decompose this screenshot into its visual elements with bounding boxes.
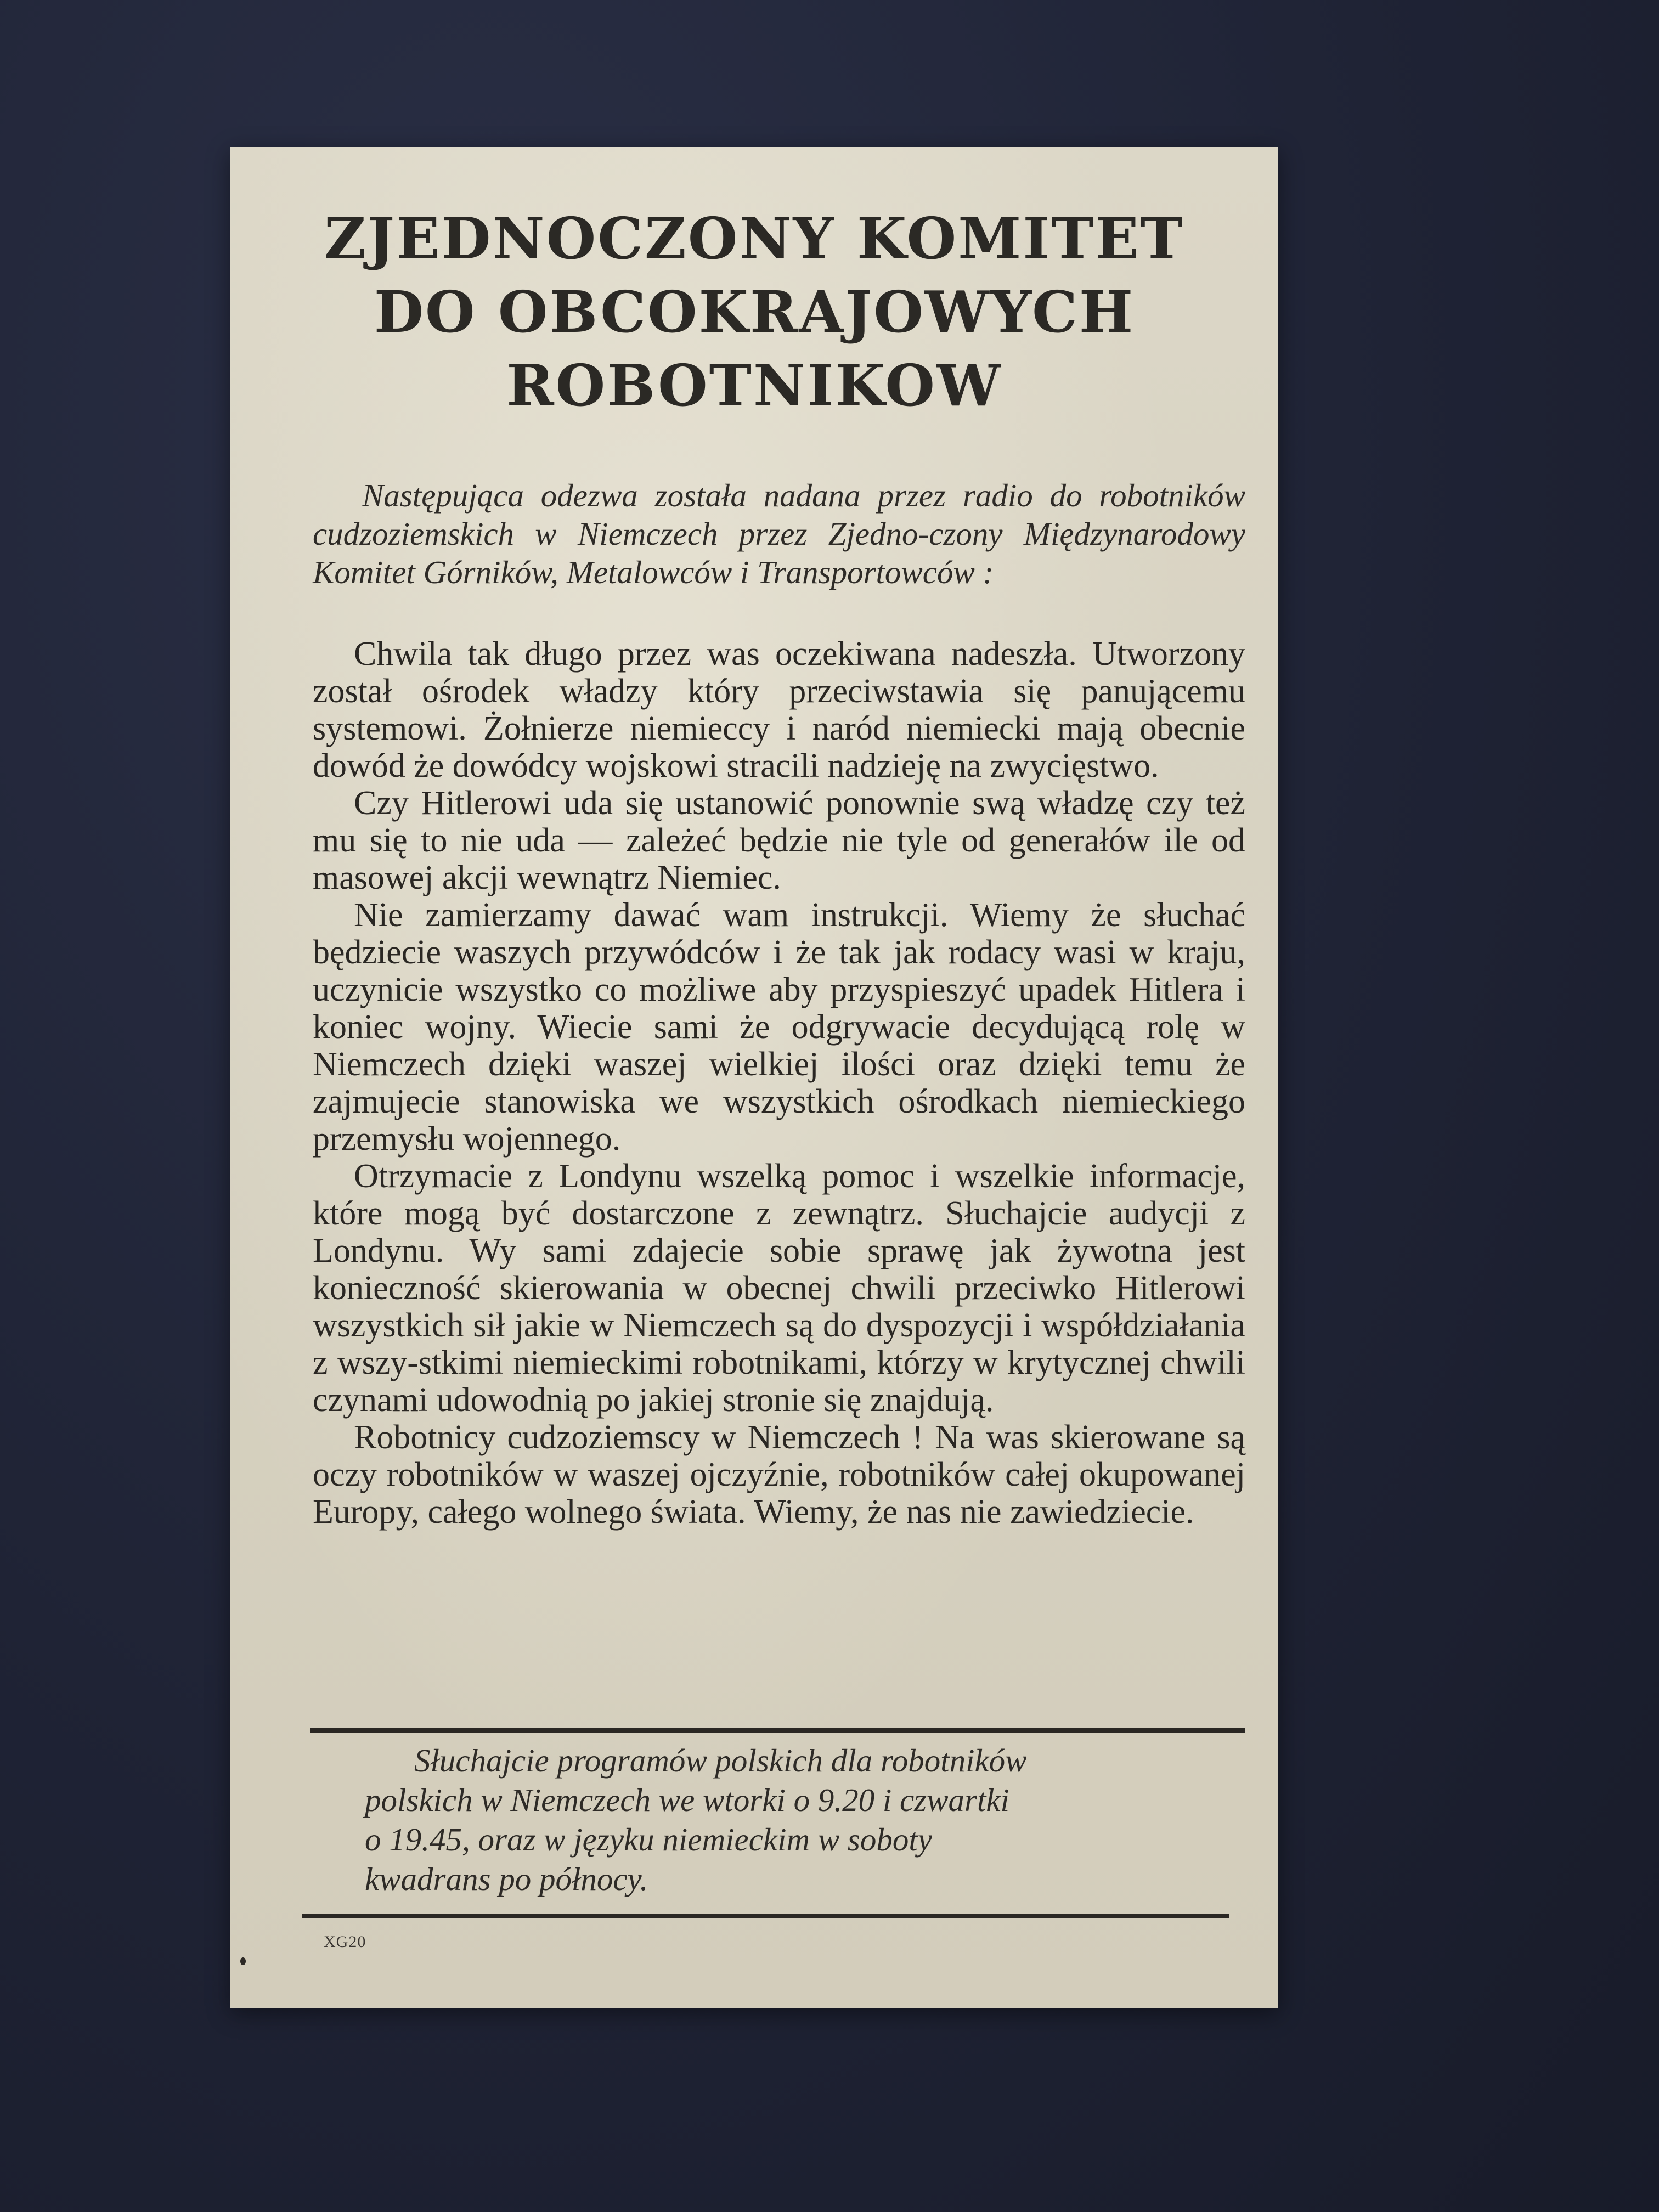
notice-line: o 19.45, oraz w języku niemieckim w soboty: [365, 1821, 932, 1858]
body-paragraph: Nie zamierzamy dawać wam instrukcji. Wiemy że słuchać będziecie waszych przywódców i że tak jak rodacy wasi w kraju, uczynicie wszystko co możliwe aby przyspieszyć upadek Hitlera i koniec wojny. Wiecie sami że odgrywacie decydującą rolę w Niemczech dzięki waszej wielkiej ilości oraz dzięki temu że zajmujecie stanowiska we wszystkich ośrodkach niemieckiego przemysłu wojennego.: [313, 896, 1245, 1158]
broadcast-notice: [365, 1741, 1232, 1899]
title-line: DO OBCOKRAJOWYCH: [374, 278, 1135, 346]
body-paragraph: Czy Hitlerowi uda się ustanowić ponownie swą władzę czy też mu się to nie uda — zależeć będzie nie tyle od generałów ile od masowej akcji wewnątrz Niemiec.: [313, 785, 1245, 896]
title-line: ZJEDNOCZONY KOMITET: [324, 205, 1185, 272]
leaflet-code: XG20: [324, 1933, 366, 1951]
body-paragraph: Robotnicy cudzoziemscy w Niemczech ! Na was skierowane są oczy robotników w waszej ojczyźnie, robotników całej okupowanej Europy, całego wolnego świata. Wiemy, że nas nie zawiedziecie.: [313, 1419, 1245, 1531]
title-line: ROBOTNIKOW: [506, 352, 1002, 419]
body-paragraph: Otrzymacie z Londynu wszelką pomoc i wszelkie informacje, które mogą być dostarczone z zewnątrz. Słuchajcie audycji z Londynu. Wy sami zdajecie sobie sprawę jak żywotna jest konieczność skierowania w obecnej chwili przeciwko Hitlerowi wszystkich sił jakie w Niemczech są do dyspozycji i współdziałania z wszy-stkimi niemieckimi robotnikami, którzy w krytycznej chwili czynami udowodnią po jakiej stronie się znajdują.: [313, 1158, 1245, 1419]
ink-speck: [240, 1957, 246, 1965]
divider-rule: [310, 1728, 1245, 1733]
intro-paragraph: Następująca odezwa została nadana przez radio do robotników cudzoziemskich w Niemczech przez Zjedno-czony Międzynarodowy Komitet Górników, Metalowców i Transportowców :: [313, 477, 1245, 590]
appeal-body: [313, 635, 1245, 1531]
leaflet-title: [230, 202, 1278, 422]
notice-line: kwadrans po północy.: [365, 1861, 648, 1897]
leaflet-page: [230, 147, 1278, 2008]
notice-line: Słuchajcie programów polskich dla robotników: [414, 1742, 1027, 1779]
body-paragraph: Chwila tak długo przez was oczekiwana nadeszła. Utworzony został ośrodek władzy który przeciwstawia się panującemu systemowi. Żołnierze niemieccy i naród niemiecki mają obecnie dowód że dowódcy wojskowi stracili nadzieję na zwycięstwo.: [313, 635, 1245, 785]
divider-rule: [302, 1914, 1229, 1918]
notice-line: polskich w Niemczech we wtorki o 9.20 i czwartki: [365, 1782, 1009, 1818]
